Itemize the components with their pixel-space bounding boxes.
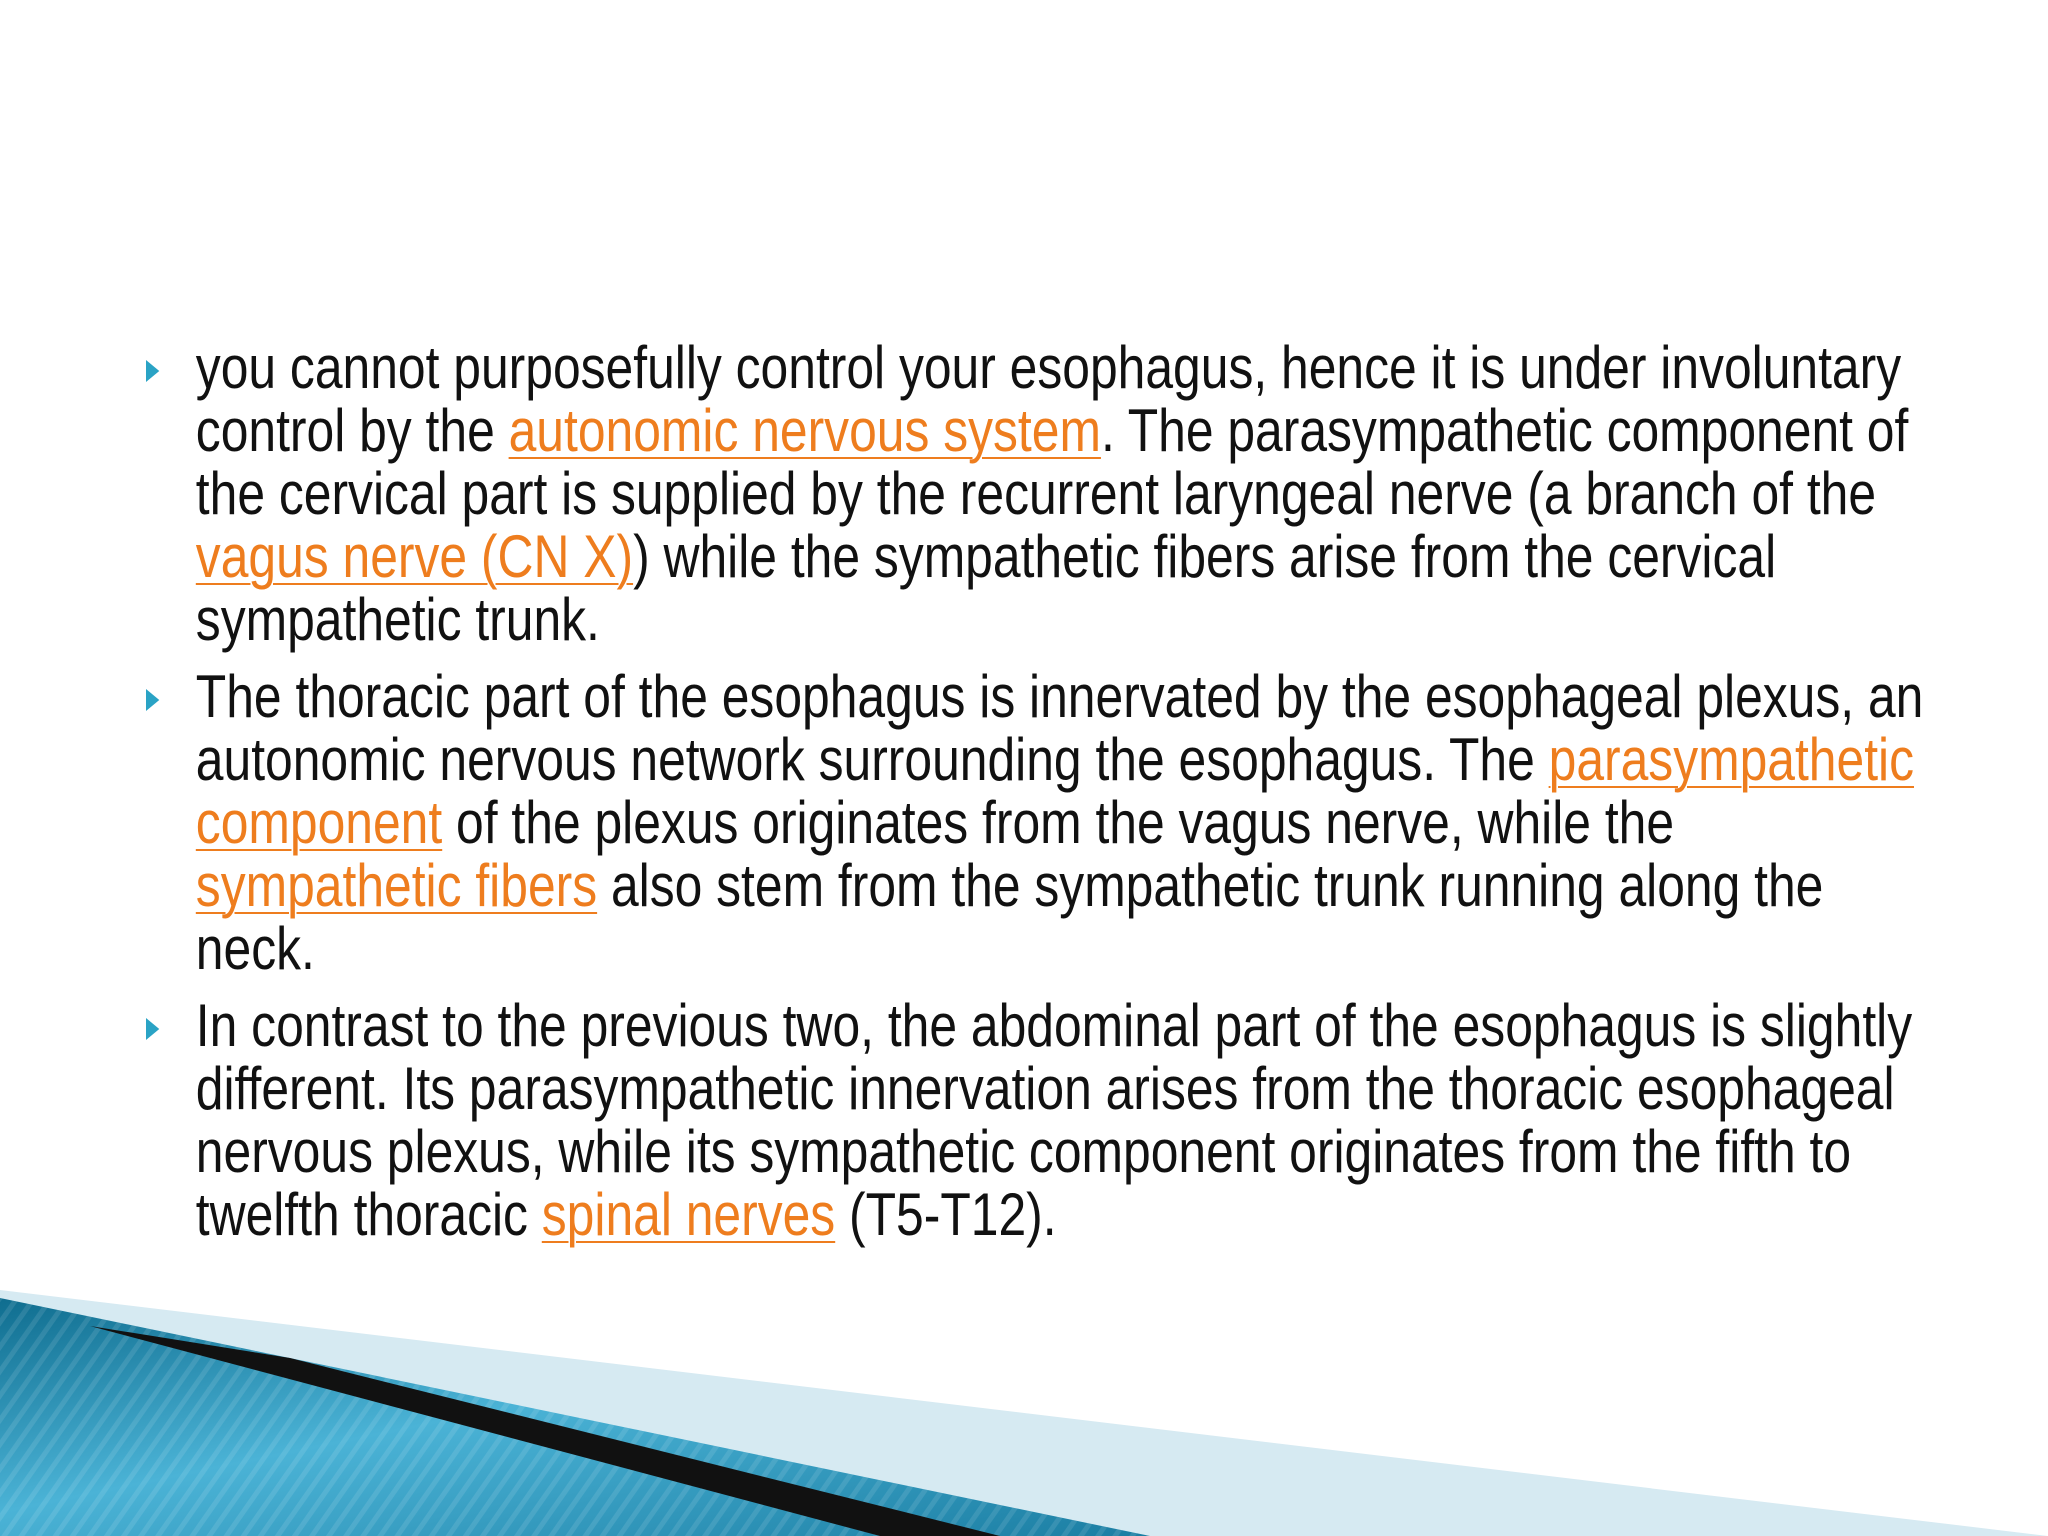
bullet-text: of the plexus originates from the vagus nerve, while the [442, 789, 1675, 856]
hyperlink[interactable]: sympathetic fibers [195, 852, 598, 919]
bullet-item [146, 665, 1939, 980]
hyperlink[interactable]: vagus nerve (CN X) [195, 523, 634, 590]
triangle-right-bullet-icon [146, 1018, 159, 1040]
triangle-right-bullet-icon [146, 360, 159, 382]
bullet-list [146, 336, 1966, 1246]
hyperlink[interactable]: autonomic nervous system [508, 397, 1101, 464]
bullet-item [146, 336, 1939, 651]
bullet-text: In contrast to the previous two, the abdominal part of the esophagus is slightly different. Its parasympathetic innervation arises from the thoracic esophageal nervous plexus, while its sympathetic component originates from the fifth to twelfth thoracic [195, 992, 1913, 1248]
bullet-text: you cannot purposefully control your esophagus, hence it is under involuntary control by the [195, 334, 1902, 464]
triangle-right-bullet-icon [146, 689, 159, 711]
content-area [146, 336, 1966, 1260]
hyperlink[interactable]: parasympathetic component [195, 726, 1915, 856]
light-wedge [0, 1290, 2048, 1536]
bullet-text: (T5-T12). [835, 1181, 1057, 1248]
hyperlink[interactable]: spinal nerves [541, 1181, 836, 1248]
bullet-text: The thoracic part of the esophagus is innervated by the esophageal plexus, an autonomic nervous network surrounding the esophagus. The [195, 663, 1924, 793]
bullet-text: also stem from the sympathetic trunk running along the neck. [195, 852, 1824, 982]
bullet-text: ) while the sympathetic fibers arise from the cervical sympathetic trunk. [195, 523, 1777, 653]
bullet-item [146, 994, 1939, 1246]
bullet-text: . The parasympathetic component of the cervical part is supplied by the recurrent laryngeal nerve (a branch of the [195, 397, 1909, 527]
dark-stripe [90, 1326, 1000, 1536]
blue-wedge [0, 1298, 1150, 1536]
